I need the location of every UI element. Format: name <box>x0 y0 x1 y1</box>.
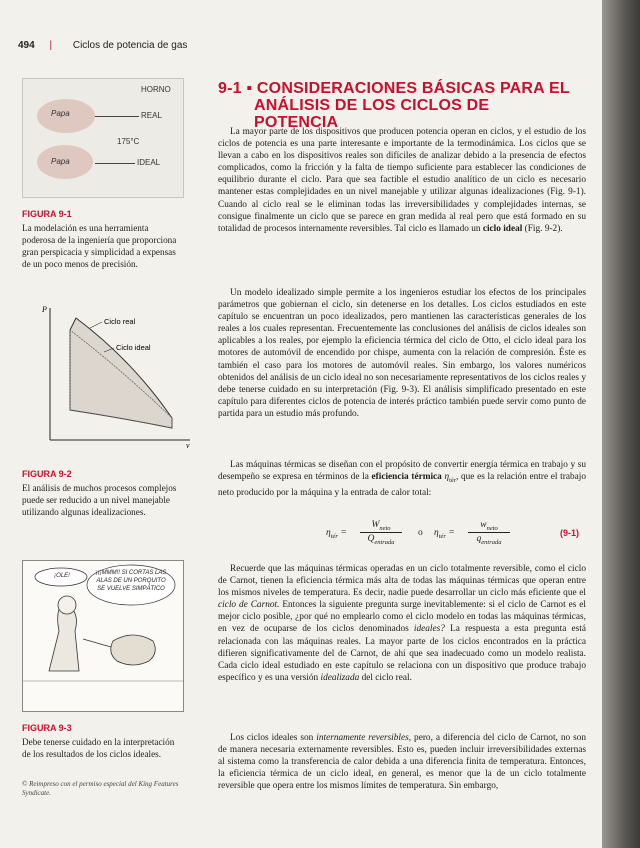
equation-number: (9-1) <box>560 528 580 538</box>
p5-text-a: Los ciclos ideales son <box>230 733 317 743</box>
figure-9-3-comic <box>22 560 184 712</box>
chef-head <box>58 596 76 614</box>
figure-credit: © Reimpreso con el permiso especial del King Features Syndicate. <box>22 780 179 797</box>
oven-label: HORNO <box>141 85 171 94</box>
section-bullet: ▪ <box>246 80 253 97</box>
term-ciclo-carnot: ciclo de Carnot. <box>218 600 280 611</box>
eq-den1: $Q_{entrada}$ <box>367 534 395 546</box>
paragraph-4 <box>218 563 586 684</box>
v-axis-label: v <box>186 441 190 450</box>
running-header <box>18 40 187 51</box>
figure-9-3-title: FIGURA 9-3 <box>22 723 72 733</box>
term-internamente-reversibles: internamente reversibles, <box>316 733 412 743</box>
figure-9-1 <box>22 78 184 198</box>
figure-9-3-text: Debe tenerse cuidado en la interpretación de los resultados de los ciclos ideales. <box>22 737 175 759</box>
section-title-line2: ANÁLISIS DE LOS CICLOS DE POTENCIA <box>254 97 490 131</box>
p-axis-label: P <box>42 305 47 314</box>
eta-symbol: η <box>441 472 450 483</box>
eq-or: o <box>418 528 423 538</box>
p2-text: Un modelo idealizado simple permite a los ingenieros estudiar los efectos de los principales parámetros que gobiernan el ciclo, sin detenerse en los detalles. Los ciclos estudiados en este capítulo se encuentran un poco idealizados, pero mantienen las características generales de los reales a los cuales representan. Frecuentemente las conclusiones del análisis de ciclos ideales son aplicables a los reales, por ejemplo la eficiencia térmica del ciclo de Otto, el ciclo ideal para los motores de automóvil de encendido por chispe, aumenta con la relación de compresión. Éste es también el caso para los motores de automóvil reales. Sin embargo, los valores numéricos obtenidos del análisis de un ciclo ideal no son necesariamente representativos de los ciclos reales y debe tenerse cuidado en su interpretación (Fig. 9-3). El análisis simplificado presentado en este capítulo para diferentes ciclos de potencia de interés práctico también puede servir como punto de partida para un estudio más profundo. <box>218 288 586 419</box>
real-cycle-curve <box>70 318 172 428</box>
paragraph-5 <box>218 732 586 792</box>
term-ideales: ideales? <box>413 624 445 635</box>
p3-text-a: Las máquinas térmicas se diseñan con el propósito de convertir energía térmica en trabajo y su desempeño se expresa en términos de la <box>218 460 586 483</box>
real-label-leader <box>90 322 102 328</box>
section-number: 9-1 <box>218 80 242 97</box>
paragraph-1 <box>218 126 586 235</box>
figure-9-1-text: La modelación es una herramienta poderosa de la ingeniería que proporciona gran perspicacia y simplicidad a expensas de un poco menos de precisión. <box>22 223 177 269</box>
book-spine-shadow <box>602 0 640 848</box>
knife <box>83 639 111 647</box>
eq-num1: $W_{neto}$ <box>360 520 402 533</box>
section-title-line1: CONSIDERACIONES BÁSICAS PARA EL <box>256 80 570 97</box>
temperature-label: 175°C <box>117 137 140 146</box>
real-label: REAL <box>141 111 162 120</box>
p3-text-d: , que es la relación entre el trabajo neto producido por la máquina y la entrada de calor total: <box>218 472 586 499</box>
figure-9-2-caption <box>22 468 182 518</box>
p4-text-e: La respuesta a esta pregunta está relacionada con las máquinas reales. La mayor parte de los ciclos encontrados en la práctica difieren significativamente del de Carnot, de ahí que sea inadecuado como un modelo realista. Cada ciclo ideal estudiado en este capítulo se relaciona con un dispositivo que produce trabajo específico y es una versión <box>218 624 586 683</box>
section-heading <box>218 80 578 131</box>
term-idealizada: idealizada <box>320 672 360 683</box>
eq-lhs1: $\eta_{tér}$ = <box>326 528 347 540</box>
eq-num2: $w_{neto}$ <box>468 520 510 533</box>
eq-lhs2: $\eta_{tér}$ = <box>434 528 455 540</box>
term-ciclo-ideal: ciclo ideal <box>482 223 523 234</box>
p4-text-g: del ciclo real. <box>359 672 412 683</box>
figure-9-1-caption <box>22 208 182 270</box>
figure-9-2 <box>22 300 192 450</box>
paragraph-3 <box>218 459 586 499</box>
header-separator: | <box>49 40 53 51</box>
p4-text-a: Recuerde que las máquinas térmicas operadas en un ciclo totalmente reversible, como el ciclo de Carnot, tienen la eficiencia térmica más alta de todas las máquinas térmicas que operan entre los mismos niveles de temperatura. Es decir, nadie puede desarrollar un ciclo más eficiente que el <box>218 564 586 599</box>
potato-ideal-label: Papa <box>51 157 70 166</box>
eta-subscript: tér <box>449 476 456 484</box>
equation-9-1 <box>318 522 588 546</box>
pv-diagram <box>22 300 192 450</box>
figure-9-2-text: El análisis de muchos procesos complejos puede ser reducido a un nivel manejable utilizando algunas idealizaciones. <box>22 483 177 517</box>
p1-text-c: (Fig. 9-2). <box>522 223 563 234</box>
real-cycle-label: Ciclo real <box>104 317 136 326</box>
ideal-label: IDEAL <box>137 158 161 167</box>
cartoon-pig <box>111 635 156 665</box>
ideal-cycle-label: Ciclo ideal <box>116 343 151 352</box>
figure-9-1-title: FIGURA 9-1 <box>22 209 72 219</box>
p4-text-c: Entonces la siguiente pregunta surge inevitablemente: si el ciclo de Carnot es el mejor ciclo posible, ¿por qué no emplearlo como el ciclo modelo en todas las máquinas térmicas, en vez de ocuparse de los ciclos denominados <box>218 600 586 635</box>
paragraph-2 <box>218 287 586 420</box>
eq-den2: $q_{entrada}$ <box>476 534 502 546</box>
potato-real-label: Papa <box>51 109 70 118</box>
chapter-title: Ciclos de potencia de gas <box>72 40 188 51</box>
real-pointer-line <box>95 116 139 117</box>
page-number: 494 <box>18 40 35 51</box>
p1-text-a: La mayor parte de los dispositivos que producen potencia operan en ciclos, y el estudio de los ciclos de potencia es una parte interesante e importante de la termodinámica. Los ciclos que se llevan a cabo en los dispositivos reales son difíciles de analizar debido a la presencia de efectos complicados, como la fricción y la falta de tiempo suficiente para establecer las condiciones de equilibrio durante el ciclo. Para que sea factible el estudio analítico de un ciclo es necesario mantener estas complejidades en un nivel manejable y utilizar algunas idealizaciones (Fig. 9-1). Cuando al ciclo real se le eliminan todas las irreversibilidades y complejidades internas, se consigue finalmente un ciclo que se parece en gran medida al real pero que está formado en su totalidad de procesos internamente reversibles. Tal ciclo es llamado un <box>218 127 586 234</box>
speech-text-left: ¡OLE! <box>54 573 70 579</box>
figure-9-3-caption <box>22 722 182 760</box>
term-eficiencia-termica: eficiencia térmica <box>371 472 442 483</box>
p5-text-c: pero, a diferencia del ciclo de Carnot, no son de manera necesaria externamente reversibles. Esto es, pueden incluir irreversibilidades externas al sistema como la transferencia de calor debida a una diferencia finita de temperatura. Entonces, la eficiencia térmica de un ciclo ideal, en general, es menor que la de un ciclo totalmente reversible que opera entre los mismos límites de temperatura. Sin embargo, <box>218 733 587 792</box>
figure-9-2-title: FIGURA 9-2 <box>22 469 72 479</box>
ideal-pointer-line <box>95 163 135 164</box>
speech-text-right: ¡¡¡MMM!! SI CORTAS LAS ALAS DE UN PORQUITO SE VUELVE SIMPÁTICO <box>95 570 167 592</box>
